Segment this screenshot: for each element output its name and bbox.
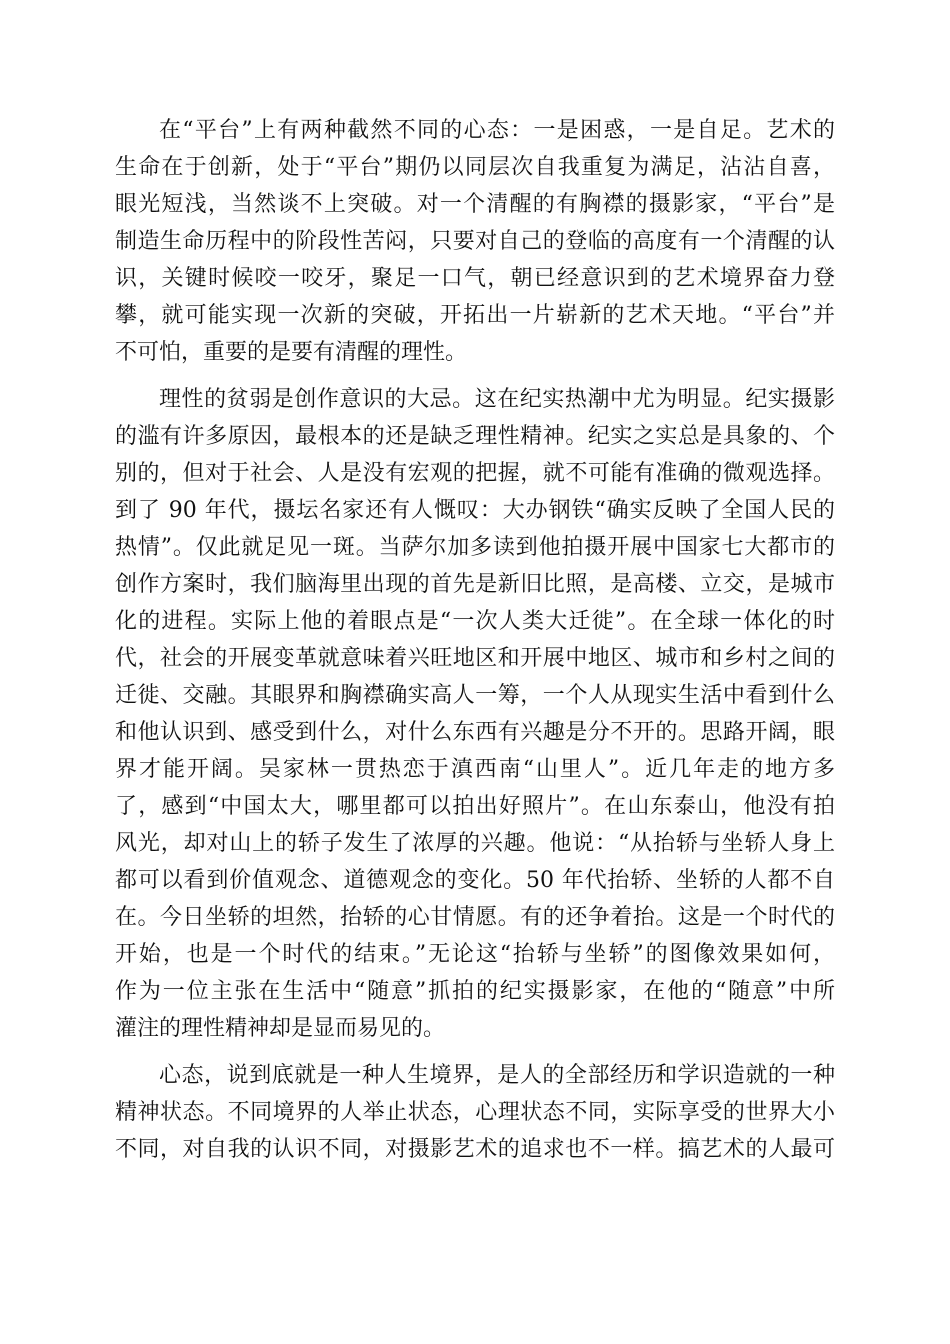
- paragraph-rationality: [115, 381, 835, 1047]
- text-line: 眼光短浅，当然谈不上突破。对一个清醒的有胸襟的摄影家，“平台”是: [115, 192, 835, 217]
- text-line: 到了 90 年代，摄坛名家还有人慨叹：大办钢铁“确实反映了全国人民的: [115, 498, 835, 523]
- text-line: 迁徙、交融。其眼界和胸襟确实高人一筹，一个人从现实生活中看到什么: [115, 683, 835, 708]
- text-line: 热情”。仅此就足见一斑。当萨尔加多读到他拍摄开展中国家七大都市的: [115, 535, 835, 560]
- text-line: 创作方案时，我们脑海里出现的首先是新旧比照，是高楼、立交，是城市: [115, 572, 835, 597]
- text-line: 攀，就可能实现一次新的突破，开拓出一片崭新的艺术天地。“平台”并: [115, 303, 835, 328]
- paragraph-platform-mindset: [115, 112, 835, 371]
- text-line: 界才能开阔。吴家林一贯热恋于滇西南“山里人”。近几年走的地方多: [115, 757, 835, 782]
- text-line: 代，社会的开展变革就意味着兴旺地区和开展中地区、城市和乡村之间的: [115, 646, 835, 671]
- text-line: 开始，也是一个时代的结束。”无论这“抬轿与坐轿”的图像效果如何，: [115, 942, 835, 967]
- article-body: [115, 112, 835, 1178]
- text-line: 的滥有许多原因，最根本的还是缺乏理性精神。纪实之实总是具象的、个: [115, 424, 835, 449]
- text-line: 在。今日坐轿的坦然，抬轿的心甘情愿。有的还争着抬。这是一个时代的: [115, 905, 835, 930]
- text-line: 都可以看到价值观念、道德观念的变化。50 年代抬轿、坐轿的人都不自: [115, 868, 835, 893]
- text-line: 识，关键时候咬一咬牙，聚足一口气，朝已经意识到的艺术境界奋力登: [115, 266, 835, 291]
- text-line: 和他认识到、感受到什么，对什么东西有兴趣是分不开的。思路开阔，眼: [115, 720, 835, 745]
- text-line: 不同，对自我的认识不同，对摄影艺术的追求也不一样。搞艺术的人最可: [115, 1137, 835, 1162]
- paragraph-state-of-mind: [115, 1057, 835, 1168]
- text-line: 制造生命历程中的阶段性苦闷，只要对自己的登临的高度有一个清醒的认: [115, 229, 835, 254]
- text-line: 灌注的理性精神却是显而易见的。: [115, 1016, 446, 1041]
- text-line: 不可怕，重要的是要有清醒的理性。: [115, 340, 468, 365]
- text-line: 理性的贫弱是创作意识的大忌。这在纪实热潮中尤为明显。纪实摄影: [159, 387, 835, 412]
- text-line: 化的进程。实际上他的着眼点是“一次人类大迁徙”。在全球一体化的时: [115, 609, 835, 634]
- text-line: 在“平台”上有两种截然不同的心态：一是困惑，一是自足。艺术的: [159, 118, 835, 143]
- text-line: 心态，说到底就是一种人生境界，是人的全部经历和学识造就的一种: [159, 1063, 835, 1088]
- text-line: 精神状态。不同境界的人举止状态，心理状态不同，实际享受的世界大小: [115, 1100, 835, 1125]
- text-line: 风光，却对山上的轿子发生了浓厚的兴趣。他说：“从抬轿与坐轿人身上: [115, 831, 835, 856]
- text-line: 作为一位主张在生活中“随意”抓拍的纪实摄影家，在他的“随意”中所: [115, 979, 835, 1004]
- text-line: 生命在于创新，处于“平台”期仍以同层次自我重复为满足，沾沾自喜，: [115, 155, 835, 180]
- text-line: 别的，但对于社会、人是没有宏观的把握，就不可能有准确的微观选择。: [115, 461, 835, 486]
- text-line: 了，感到“中国太大，哪里都可以拍出好照片”。在山东泰山，他没有拍: [115, 794, 835, 819]
